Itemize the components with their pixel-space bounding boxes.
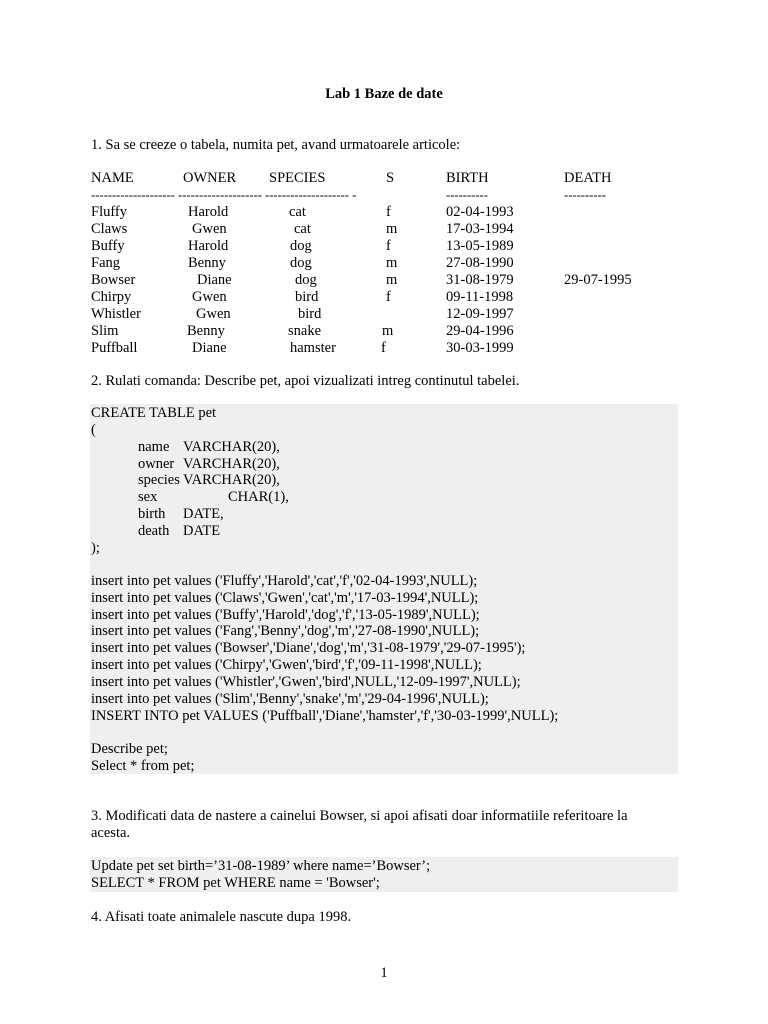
cell-species: bird (295, 289, 319, 305)
cell-birth: 02-04-1993 (446, 204, 514, 220)
table-row (0, 255, 768, 272)
code-column-type: CHAR(1), (228, 489, 289, 505)
cell-species: bird (298, 306, 322, 322)
divider-main: -------------------- -------------------- -------------------- - (91, 188, 357, 202)
table-row (0, 323, 768, 340)
code-insert-line: insert into pet values ('Claws','Gwen','cat','m','17-03-1994',NULL); (91, 590, 479, 606)
cell-sex: f (381, 340, 386, 356)
code-column-name: death (138, 523, 170, 539)
cell-name: Slim (91, 323, 119, 339)
code-column-name: species (138, 472, 180, 488)
table-row (0, 221, 768, 238)
code-column-type: DATE (183, 523, 221, 539)
cell-owner: Diane (192, 340, 227, 356)
header-species: SPECIES (269, 170, 326, 186)
cell-birth: 13-05-1989 (446, 238, 514, 254)
cell-owner: Harold (188, 238, 229, 254)
page-title: Lab 1 Baze de date (325, 86, 443, 102)
code-insert-line: insert into pet values ('Chirpy','Gwen','bird','f','09-11-1998',NULL); (91, 657, 482, 673)
cell-name: Buffy (91, 238, 125, 254)
cell-birth: 17-03-1994 (446, 221, 514, 237)
cell-sex: m (386, 221, 398, 237)
code-create-table: CREATE TABLE pet (91, 405, 217, 421)
table-row (0, 289, 768, 306)
code-insert-line: insert into pet values ('Whistler','Gwen','bird',NULL,'12-09-1997',NULL); (91, 674, 521, 690)
table-header (0, 170, 768, 187)
cell-owner: Diane (197, 272, 232, 288)
cell-name: Bowser (91, 272, 136, 288)
cell-name: Claws (91, 221, 128, 237)
header-death: DEATH (564, 170, 612, 186)
cell-sex: f (386, 238, 391, 254)
page-number: 1 (380, 965, 388, 981)
cell-species: dog (290, 255, 312, 271)
cell-birth: 09-11-1998 (446, 289, 514, 305)
divider-death: ---------- (564, 188, 606, 202)
cell-species: dog (290, 238, 312, 254)
question-4: 4. Afisati toate animalele nascute dupa 1998. (91, 909, 352, 925)
code-insert-line: insert into pet values ('Buffy','Harold','dog','f','13-05-1989',NULL); (91, 607, 480, 623)
question-3-line-1: 3. Modificati data de nastere a cainelui Bowser, si apoi afisati doar informatiile referitoare la (91, 808, 628, 824)
code-insert-line: insert into pet values ('Fluffy','Harold','cat','f','02-04-1993',NULL); (91, 573, 478, 589)
cell-birth: 27-08-1990 (446, 255, 514, 271)
cell-sex: m (386, 255, 398, 271)
code-column-type: DATE, (183, 506, 224, 522)
cell-death: 29-07-1995 (564, 272, 632, 288)
cell-sex: m (386, 272, 398, 288)
cell-species: dog (295, 272, 317, 288)
cell-name: Whistler (91, 306, 141, 322)
question-3-line-2: acesta. (91, 825, 131, 841)
code-insert-line: INSERT INTO pet VALUES ('Puffball','Diane','hamster','f','30-03-1999',NULL); (91, 708, 559, 724)
cell-owner: Harold (188, 204, 229, 220)
header-birth: BIRTH (446, 170, 489, 186)
cell-owner: Benny (187, 323, 225, 339)
table-row (0, 272, 768, 289)
code-insert-line: insert into pet values ('Slim','Benny','snake','m','29-04-1996',NULL); (91, 691, 489, 707)
table-divider (0, 187, 768, 204)
cell-owner: Gwen (192, 289, 227, 305)
cell-sex: f (386, 204, 391, 220)
cell-owner: Gwen (192, 221, 227, 237)
cell-sex: m (382, 323, 394, 339)
code-close-paren: ); (91, 540, 100, 556)
table-row (0, 204, 768, 221)
cell-species: cat (294, 221, 311, 237)
code-update: Update pet set birth=’31-08-1989’ where name=’Bowser’; (91, 858, 431, 874)
code-insert-line: insert into pet values ('Bowser','Diane','dog','m','31-08-1979','29-07-1995'); (91, 640, 526, 656)
cell-owner: Benny (188, 255, 226, 271)
header-sex: S (386, 170, 395, 186)
cell-owner: Gwen (196, 306, 231, 322)
code-column-name: name (138, 439, 170, 455)
header-name: NAME (91, 170, 134, 186)
cell-sex: f (386, 289, 391, 305)
code-insert-line: insert into pet values ('Fang','Benny','dog','m','27-08-1990',NULL); (91, 623, 480, 639)
code-select-all: Select * from pet; (91, 758, 195, 774)
cell-name: Puffball (91, 340, 138, 356)
table-row (0, 306, 768, 323)
cell-birth: 29-04-1996 (446, 323, 514, 339)
code-column-type: VARCHAR(20), (183, 439, 280, 455)
cell-birth: 31-08-1979 (446, 272, 514, 288)
table-row (0, 238, 768, 255)
cell-birth: 12-09-1997 (446, 306, 514, 322)
code-open-paren: ( (91, 422, 96, 438)
cell-species: snake (288, 323, 322, 339)
cell-name: Fluffy (91, 204, 127, 220)
code-describe: Describe pet; (91, 741, 168, 757)
code-column-name: sex (138, 489, 158, 505)
code-column-name: birth (138, 506, 166, 522)
cell-species: hamster (290, 340, 336, 356)
question-1: 1. Sa se creeze o tabela, numita pet, avand urmatoarele articole: (91, 137, 461, 153)
code-column-type: VARCHAR(20), (183, 472, 280, 488)
code-column-name: owner (138, 456, 175, 472)
cell-species: cat (289, 204, 306, 220)
code-column-type: VARCHAR(20), (183, 456, 280, 472)
cell-birth: 30-03-1999 (446, 340, 514, 356)
question-2: 2. Rulati comanda: Describe pet, apoi vizualizati intreg continutul tabelei. (91, 373, 520, 389)
divider-birth: ---------- (446, 188, 488, 202)
cell-name: Fang (91, 255, 120, 271)
table-row (0, 340, 768, 357)
header-owner: OWNER (183, 170, 237, 186)
cell-name: Chirpy (91, 289, 132, 305)
code-select-bowser: SELECT * FROM pet WHERE name = 'Bowser'; (91, 875, 380, 891)
